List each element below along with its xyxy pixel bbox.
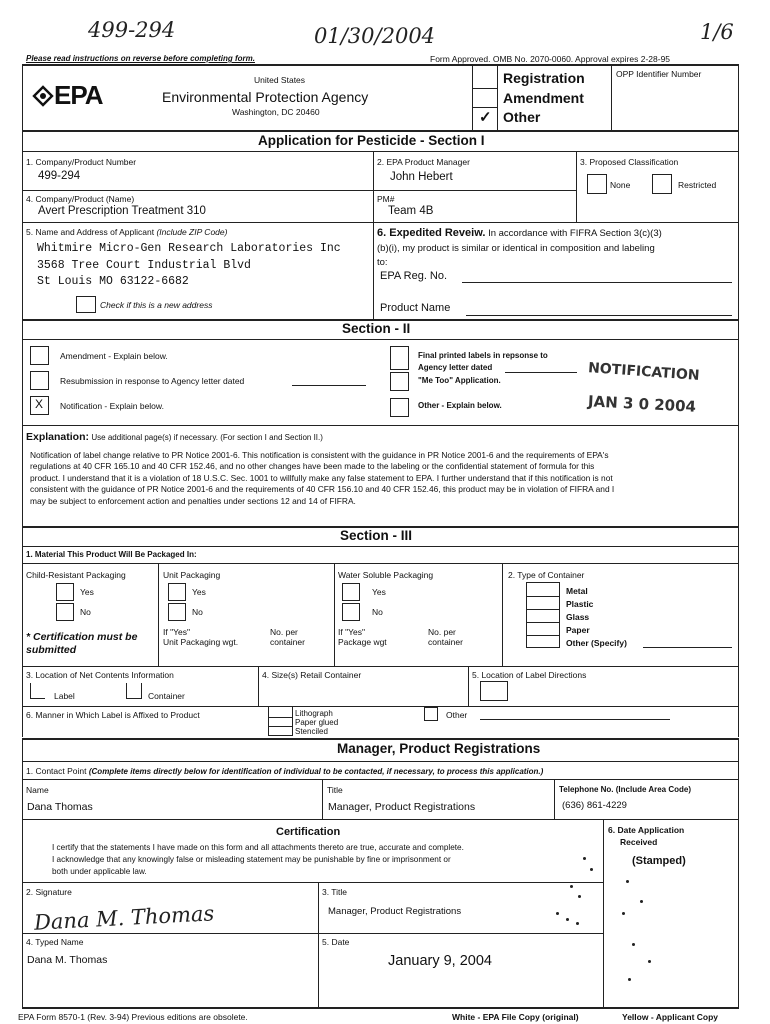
section3-title: Section - III bbox=[340, 528, 413, 543]
s3-row-3 bbox=[22, 706, 739, 707]
product-manager-value: John Hebert bbox=[390, 171, 453, 183]
s4-date-col bbox=[603, 819, 604, 1007]
water-pkg-wgt: Package wgt bbox=[338, 637, 387, 647]
manner-rule-2 bbox=[269, 726, 292, 727]
ct-rule-3 bbox=[527, 622, 559, 623]
s4-col-2 bbox=[554, 779, 555, 819]
certification-text bbox=[52, 842, 602, 877]
water-yes-label: Yes bbox=[372, 587, 386, 597]
stamp-dot bbox=[583, 857, 586, 860]
right-border bbox=[738, 64, 739, 737]
unit-no-checkbox[interactable] bbox=[168, 603, 186, 621]
notification-stamp-title: NOTIFICATION bbox=[587, 360, 700, 384]
product-name-value: Avert Prescription Treatment 310 bbox=[38, 205, 206, 217]
agency-name: Environmental Protection Agency bbox=[162, 89, 369, 105]
certification-line-1: I certify that the statements I have made on this form and all attachments thereto are true, accurate and complete. bbox=[52, 843, 464, 852]
stamp-dot bbox=[590, 868, 593, 871]
stamp-dot bbox=[570, 885, 573, 888]
epa-reg-label: EPA Reg. No. bbox=[380, 270, 448, 282]
applicant-label-note: (Include ZIP Code) bbox=[156, 227, 228, 237]
manner-other-checkbox[interactable] bbox=[424, 707, 438, 721]
s4-left-border bbox=[22, 738, 23, 1007]
expedited-text-3: to: bbox=[377, 257, 388, 268]
applicant-label bbox=[26, 227, 227, 237]
container-type-glass[interactable]: Glass bbox=[566, 612, 590, 622]
contact-header bbox=[26, 766, 543, 776]
explanation-line-2: regulations at 40 CFR 165.10 and 40 CFR 152.46, and no other changes have been made to the labeling or the confidential statement of formula for this bbox=[30, 461, 595, 472]
ct-rule-4 bbox=[527, 635, 559, 636]
certification-line-3: both under applicable law. bbox=[52, 866, 147, 876]
product-name-field[interactable] bbox=[466, 315, 732, 316]
date-value: January 9, 2004 bbox=[388, 953, 492, 969]
container-type-metal[interactable]: Metal bbox=[566, 586, 588, 596]
directions-checkbox[interactable] bbox=[480, 681, 508, 701]
me-too-label: "Me Too" Application. bbox=[418, 376, 501, 385]
s3-col-3 bbox=[502, 563, 503, 666]
water-if-yes: If "Yes" bbox=[338, 627, 365, 637]
contact-label: 1. Contact Point bbox=[26, 766, 87, 776]
location-directions-label: 5. Location of Label Directions bbox=[472, 670, 587, 680]
stamp-dot bbox=[628, 978, 631, 981]
s3-row2-col-1 bbox=[258, 666, 259, 706]
net-label-label: Label bbox=[54, 691, 75, 701]
net-container-checkbox[interactable] bbox=[126, 683, 142, 699]
s3-col-2 bbox=[334, 563, 335, 666]
product-name-field-label: Product Name bbox=[380, 302, 451, 314]
sizes-label: 4. Size(s) Retail Container bbox=[262, 670, 362, 680]
title-label: Title bbox=[327, 785, 343, 795]
manner-boxes bbox=[268, 706, 293, 736]
certification-line-2: I acknowledge that any knowingly false or misleading statement may be punishable by fine or imprisonment or bbox=[52, 854, 451, 864]
ct-rule-2 bbox=[527, 609, 559, 610]
instructions-text: Please read instructions on reverse before completing form. bbox=[26, 54, 255, 63]
container-type-boxes bbox=[526, 582, 560, 648]
expedited-line-1 bbox=[377, 227, 662, 239]
stamp-dot bbox=[578, 895, 581, 898]
s4-col-1 bbox=[322, 779, 323, 819]
classification-label: 3. Proposed Classification bbox=[580, 157, 679, 167]
type-container-label: 2. Type of Container bbox=[508, 570, 585, 580]
manner-paper-glued[interactable]: Paper glued bbox=[295, 718, 339, 727]
resubmission-label: Resubmission in response to Agency letter dated bbox=[60, 376, 245, 386]
applicant-label-text: 5. Name and Address of Applicant bbox=[26, 227, 155, 237]
manner-rule-1 bbox=[269, 717, 292, 718]
s4-right-border bbox=[738, 738, 739, 1007]
name-label: Name bbox=[26, 785, 49, 795]
container-type-paper[interactable]: Paper bbox=[566, 625, 590, 635]
explanation-text bbox=[30, 450, 736, 507]
other-checkbox[interactable] bbox=[390, 398, 409, 417]
water-soluble-label: Water Soluble Packaging bbox=[338, 570, 434, 580]
expedited-text-1: In accordance with FIFRA Section 3(c)(3) bbox=[488, 228, 662, 239]
signature-label: 2. Signature bbox=[26, 887, 72, 897]
type-other: Other bbox=[503, 109, 541, 125]
manner-lithograph[interactable]: Lithograph bbox=[295, 709, 333, 718]
section4-top-rule bbox=[22, 738, 739, 740]
unit-pkg-wgt: Unit Packaging wgt. bbox=[163, 637, 239, 647]
stamp-dot bbox=[626, 880, 629, 883]
stamp-dot bbox=[566, 918, 569, 921]
water-no-per: No. per bbox=[428, 627, 456, 637]
epa-logo bbox=[32, 80, 112, 110]
section1-title: Application for Pesticide - Section I bbox=[258, 133, 485, 148]
notification-stamp-date: JAN 3 0 2004 bbox=[587, 392, 697, 416]
unit-yes-label: Yes bbox=[192, 587, 206, 597]
expedited-title: 6. Expedited Reveiw. bbox=[377, 227, 486, 239]
explanation-header bbox=[26, 431, 323, 443]
child-yes-checkbox[interactable] bbox=[56, 583, 74, 601]
container-other-field[interactable] bbox=[643, 647, 732, 648]
final-labels-label-1: Final printed labels in repsonse to bbox=[418, 351, 548, 360]
unit-container: container bbox=[270, 637, 305, 647]
classification-restricted-label: Restricted bbox=[678, 180, 717, 190]
classification-none-label: None bbox=[610, 180, 631, 190]
signature-value: Dana M. Thomas bbox=[33, 901, 215, 935]
water-no-checkbox[interactable] bbox=[342, 603, 360, 621]
child-yes-label: Yes bbox=[80, 587, 94, 597]
explanation-line-3: product. I understand that it is a violation of 18 U.S.C. Sec. 1001 to willfully make any false statement to EPA. I further understand that if this notification is not bbox=[30, 472, 613, 483]
section3-title-rule bbox=[22, 546, 739, 547]
unit-if-yes: If "Yes" bbox=[163, 627, 190, 637]
stamp-dot bbox=[648, 960, 651, 963]
child-no-checkbox[interactable] bbox=[56, 603, 74, 621]
s1-col-1 bbox=[373, 151, 374, 319]
final-labels-label-2: Agency letter dated bbox=[418, 363, 493, 372]
opp-identifier-label: OPP Identifier Number bbox=[616, 69, 702, 79]
manner-other-field[interactable] bbox=[480, 719, 670, 720]
explanation-line-4: consistent with the guidance of PR Notice 2001-6 and the requirements of 40 CFR 156.10 and 40 CFR 152.46, this product may be in violation of FIFRA and I bbox=[30, 484, 615, 495]
applicant-line-2: 3568 Tree Court Industrial Blvd bbox=[37, 259, 251, 272]
type-amendment: Amendment bbox=[503, 90, 584, 106]
section1-top-rule bbox=[22, 130, 739, 132]
agency-country: United States bbox=[254, 75, 306, 85]
checkmark-icon[interactable]: ✓ bbox=[479, 109, 492, 126]
product-name-label: 4. Company/Product (Name) bbox=[26, 194, 135, 204]
resubmission-date-field[interactable] bbox=[292, 385, 366, 386]
date-received-label-3: (Stamped) bbox=[632, 855, 686, 867]
epa-flower-icon bbox=[32, 85, 54, 107]
top-rule bbox=[22, 64, 739, 66]
epa-reg-field[interactable] bbox=[462, 282, 732, 283]
unit-no-per: No. per bbox=[270, 627, 298, 637]
certification-title: Certification bbox=[276, 826, 341, 838]
phone-value: (636) 861-4229 bbox=[562, 800, 627, 811]
final-labels-checkbox[interactable] bbox=[390, 346, 409, 370]
water-yes-checkbox[interactable] bbox=[342, 583, 360, 601]
container-type-plastic[interactable]: Plastic bbox=[566, 599, 594, 609]
s4-row-3 bbox=[22, 933, 603, 934]
type-box-divider bbox=[497, 64, 498, 130]
stamp-dot bbox=[576, 922, 579, 925]
s4-row-1 bbox=[22, 819, 739, 820]
section1-title-rule bbox=[22, 151, 739, 152]
water-container: container bbox=[428, 637, 463, 647]
s1-row-1b bbox=[373, 190, 576, 191]
unit-yes-checkbox[interactable] bbox=[168, 583, 186, 601]
opp-divider bbox=[611, 64, 612, 130]
amendment-checkbox[interactable] bbox=[30, 346, 49, 365]
epa-logo-text: EPA bbox=[54, 80, 103, 110]
product-manager-label: 2. EPA Product Manager bbox=[377, 157, 470, 167]
child-resistant-label: Child-Resistant Packaging bbox=[26, 570, 126, 580]
title3-value: Manager, Product Registrations bbox=[328, 906, 462, 917]
stamp-dot bbox=[622, 912, 625, 915]
material-rule bbox=[22, 563, 739, 564]
notification-label: Notification - Explain below. bbox=[60, 401, 164, 411]
container-type-other[interactable]: Other (Specify) bbox=[566, 638, 627, 648]
s4-sig-col bbox=[318, 882, 319, 1007]
location-net-label: 3. Location of Net Contents Information bbox=[26, 670, 174, 680]
s1-row-2 bbox=[22, 222, 739, 223]
s1-col-2 bbox=[576, 151, 577, 222]
net-container-label: Container bbox=[148, 691, 185, 701]
material-label: 1. Material This Product Will Be Packaged In: bbox=[26, 550, 197, 559]
certification-note: * Certification must be submitted bbox=[26, 631, 138, 656]
s3-col-1 bbox=[158, 563, 159, 666]
classification-restricted-checkbox[interactable] bbox=[652, 174, 672, 194]
section4-title-rule bbox=[22, 761, 739, 762]
s3-row2-col-2 bbox=[468, 666, 469, 706]
stamp-dot bbox=[640, 900, 643, 903]
child-no-label: No bbox=[80, 607, 91, 617]
handwritten-page: 1/6 bbox=[700, 20, 734, 44]
new-address-checkbox[interactable] bbox=[76, 296, 96, 313]
footer-form-number: EPA Form 8570-1 (Rev. 3-94) Previous editions are obsolete. bbox=[18, 1012, 248, 1022]
date-label: 5. Date bbox=[322, 937, 350, 947]
applicant-line-1: Whitmire Micro-Gen Research Laboratories Inc bbox=[37, 242, 341, 255]
classification-none-checkbox[interactable] bbox=[587, 174, 607, 194]
amendment-label: Amendment - Explain below. bbox=[60, 351, 168, 361]
section2-title-rule bbox=[22, 339, 739, 340]
title-value: Manager, Product Registrations bbox=[328, 801, 476, 813]
final-labels-date-field[interactable] bbox=[505, 372, 577, 373]
company-number-value: 499-294 bbox=[38, 170, 81, 182]
name-value: Dana Thomas bbox=[27, 801, 93, 813]
stamp-dot bbox=[556, 912, 559, 915]
contact-note: (Complete items directly below for identification of individual to be contacted, if necessary, to process this application.) bbox=[88, 767, 544, 776]
company-number-label: 1. Company/Product Number bbox=[26, 157, 137, 167]
explanation-line-1: Notification of label change relative to PR Notice 2001-6. This notification is consistent with the guidance in PR Notice 2001-6 and the requirements of EPA's bbox=[30, 450, 609, 460]
notification-mark: X bbox=[35, 397, 44, 411]
footer-yellow-copy: Yellow - Applicant Copy bbox=[622, 1012, 719, 1022]
pm-value: Team 4B bbox=[388, 205, 434, 217]
title3-label: 3. Title bbox=[322, 887, 348, 897]
type-registration: Registration bbox=[503, 70, 585, 86]
typed-name-value: Dana M. Thomas bbox=[27, 954, 108, 966]
explanation-rule bbox=[22, 425, 739, 426]
s3-row-2 bbox=[22, 666, 739, 667]
form-approved-text: Form Approved. OMB No. 2070-0060. Approval expires 2-28-95 bbox=[430, 54, 671, 64]
type-row-line-1 bbox=[472, 88, 497, 89]
explanation-line-5: may be subject to enforcement action and penalties under sections 12 and 14 of FIFRA. bbox=[30, 495, 356, 506]
applicant-line-3: St Louis MO 63122-6682 bbox=[37, 275, 189, 288]
date-received-label-2: Received bbox=[620, 837, 658, 847]
resubmission-checkbox[interactable] bbox=[30, 371, 49, 390]
other-label: Other - Explain below. bbox=[418, 401, 502, 410]
ct-rule-1 bbox=[527, 596, 559, 597]
agency-address: Washington, DC 20460 bbox=[232, 107, 320, 117]
explanation-label: Explanation: bbox=[26, 431, 90, 443]
me-too-checkbox[interactable] bbox=[390, 372, 409, 391]
handwritten-date: 01/30/2004 bbox=[314, 24, 436, 48]
typed-name-label: 4. Typed Name bbox=[26, 937, 84, 947]
type-left-divider bbox=[472, 64, 473, 130]
section2-title: Section - II bbox=[342, 321, 411, 336]
bottom-rule bbox=[22, 1007, 739, 1009]
contact-rule bbox=[22, 779, 739, 780]
section4-title: Manager, Product Registrations bbox=[337, 741, 541, 756]
stamp-dot bbox=[632, 943, 635, 946]
unit-no-label: No bbox=[192, 607, 203, 617]
pm-label: PM# bbox=[377, 194, 395, 204]
left-border bbox=[22, 64, 23, 737]
explanation-note: Use additional page(s) if necessary. (For section I and Section II.) bbox=[91, 433, 323, 442]
s1-row-1 bbox=[22, 190, 373, 191]
unit-packaging-label: Unit Packaging bbox=[163, 570, 221, 580]
new-address-label: Check if this is a new address bbox=[100, 300, 213, 310]
footer-white-copy: White - EPA File Copy (original) bbox=[452, 1012, 579, 1022]
water-no-label: No bbox=[372, 607, 383, 617]
s4-row-2 bbox=[22, 882, 603, 883]
phone-label: Telephone No. (Include Area Code) bbox=[559, 785, 692, 794]
date-received-label-1: 6. Date Application bbox=[608, 825, 685, 835]
manner-stenciled[interactable]: Stenciled bbox=[295, 727, 328, 736]
net-label-checkbox[interactable] bbox=[30, 683, 45, 699]
handwritten-number: 499-294 bbox=[88, 18, 176, 42]
expedited-text-2: (b)(i), my product is similar or identical in composition and labeling bbox=[377, 243, 655, 254]
manner-other-label: Other bbox=[446, 710, 468, 720]
manner-label: 6. Manner in Which Label is Affixed to Product bbox=[26, 710, 200, 720]
